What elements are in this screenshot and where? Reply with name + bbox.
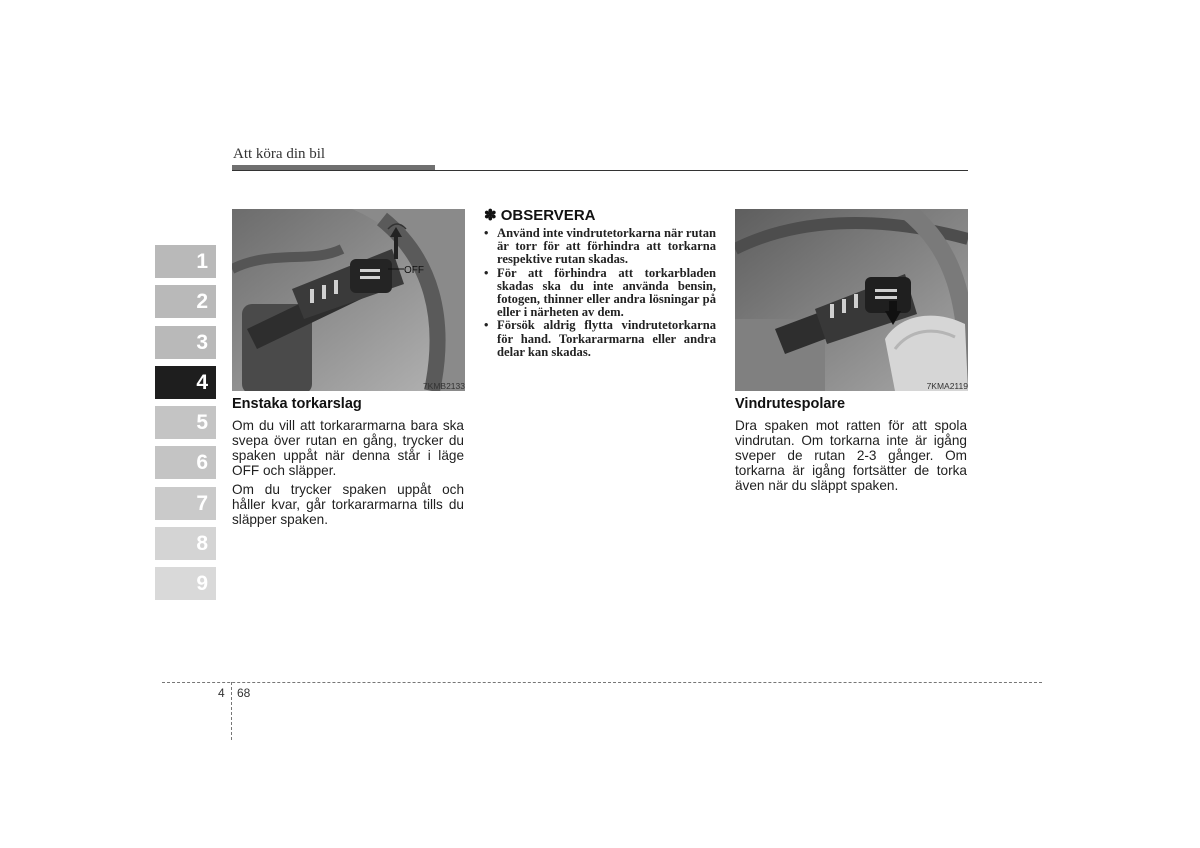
chapter-tab-label: 4 [196, 370, 208, 394]
note-title: ✽ OBSERVERA [484, 207, 596, 224]
wiper-lever-photo [232, 209, 465, 391]
paragraph: Om du vill att torkararmarna bara ska svepa över rutan en gång, trycker du spaken uppåt när denna står i läge OFF och släpper. [232, 418, 464, 478]
figure-code: 7KMA2119 [926, 381, 968, 391]
chapter-tab-2[interactable] [155, 285, 216, 318]
footer-divider [231, 682, 232, 740]
chapter-tab-1[interactable] [155, 245, 216, 278]
section-heading: Enstaka torkarslag [232, 396, 362, 412]
header-rule [232, 170, 968, 171]
chapter-tab-7[interactable] [155, 487, 216, 520]
chapter-tab-label: 5 [196, 410, 208, 434]
chapter-tab-label: 8 [196, 531, 208, 555]
chapter-tab-label: 6 [196, 450, 208, 474]
off-label: OFF [404, 265, 424, 276]
chapter-tab-label: 7 [196, 491, 208, 515]
figure-code: 7KMB2133 [422, 381, 465, 391]
chapter-tab-label: 1 [196, 249, 208, 273]
chapter-tab-5[interactable] [155, 406, 216, 439]
chapter-tab-4[interactable] [155, 366, 216, 399]
right-body [735, 418, 967, 497]
chapter-tab-label: 3 [196, 330, 208, 354]
chapter-tab-8[interactable] [155, 527, 216, 560]
section-heading: Vindrutespolare [735, 396, 846, 412]
left-body [232, 418, 464, 531]
note-list [484, 227, 716, 359]
chapter-tab-9[interactable] [155, 567, 216, 600]
note-item: • Försök aldrig flytta vindrutetorkarna för hand. Torkararmarna eller andra delar kan skadas. [484, 319, 716, 359]
chapter-tab-label: 9 [196, 571, 208, 595]
section-title: Att köra din bil [233, 146, 326, 162]
chapter-tab-6[interactable] [155, 446, 216, 479]
page-number: 68 [237, 686, 251, 700]
note-item: • För att förhindra att torkarbladen skadas ska du inte använda bensin, fotogen, thinner eller andra lösningar på eller i närheten av dem. [484, 267, 716, 320]
page-chapter: 4 [218, 686, 225, 700]
chapter-tab-label: 2 [196, 289, 208, 313]
paragraph: Dra spaken mot ratten för att spola vindrutan. Om torkarna inte är igång sveper de rutan 2-3 gånger. Om torkarna är igång fortsätter de torka även när du släppt spaken. [735, 418, 967, 493]
washer-lever-photo [735, 209, 968, 391]
paragraph: Om du trycker spaken uppåt och håller kvar, går torkararmarna tills du släpper spaken. [232, 482, 464, 527]
note-item: • Använd inte vindrutetorkarna när rutan är torr för att förhindra att torkarna respektive rutan skadas. [484, 227, 716, 267]
chapter-tab-3[interactable] [155, 326, 216, 359]
footer-rule [162, 682, 1042, 683]
